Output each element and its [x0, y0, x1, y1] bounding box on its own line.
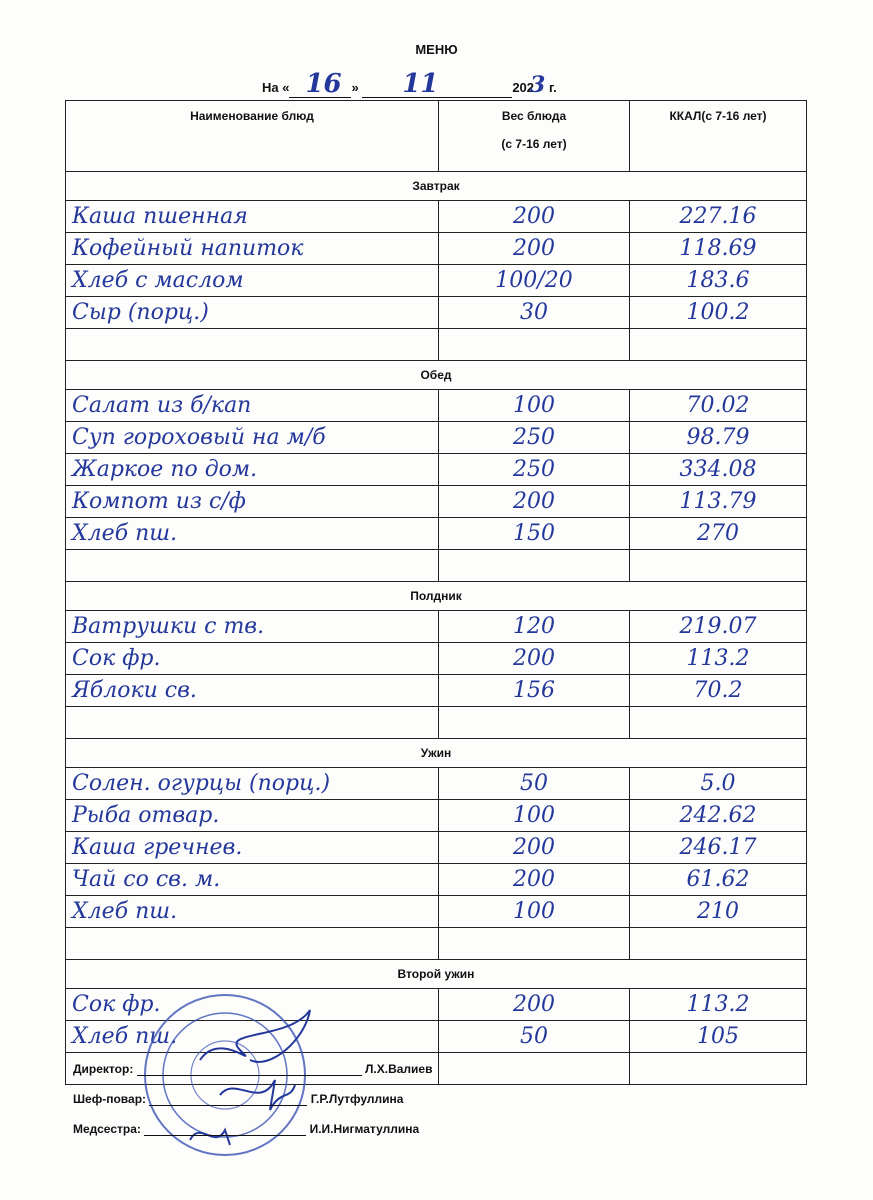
dish-weight: 200	[439, 486, 630, 518]
dish-kcal: 70.02	[630, 390, 807, 422]
dish-name: Сок фр.	[66, 643, 439, 675]
table-header-row	[66, 101, 807, 172]
dish-weight: 200	[439, 864, 630, 896]
table-row	[66, 486, 807, 518]
table-row	[66, 454, 807, 486]
year-digit: 3	[530, 72, 546, 98]
table-row	[66, 675, 807, 707]
section-row	[66, 361, 807, 390]
empty-cell	[439, 550, 630, 582]
chef-signature-row	[73, 1092, 403, 1106]
dish-name: Чай со св. м.	[66, 864, 439, 896]
empty-row	[66, 329, 807, 361]
dish-kcal: 105	[630, 1021, 807, 1053]
dish-kcal: 5.0	[630, 768, 807, 800]
table-row	[66, 265, 807, 297]
table-row	[66, 643, 807, 675]
table-row	[66, 201, 807, 233]
table-row	[66, 896, 807, 928]
menu-body	[66, 172, 807, 1085]
dish-name: Компот из с/ф	[66, 486, 439, 518]
section-title: Обед	[66, 361, 807, 390]
empty-cell	[439, 928, 630, 960]
empty-cell	[630, 1053, 807, 1085]
table-row	[66, 768, 807, 800]
table-row	[66, 832, 807, 864]
table-row	[66, 297, 807, 329]
dish-name: Хлеб пш.	[66, 518, 439, 550]
dish-weight: 200	[439, 201, 630, 233]
col-kcal-header: ККАЛ(с 7-16 лет)	[630, 101, 807, 172]
dish-weight: 150	[439, 518, 630, 550]
col-weight-header: Вес блюда (с 7-16 лет)	[439, 101, 630, 172]
empty-cell	[630, 707, 807, 739]
section-row	[66, 582, 807, 611]
director-label: Директор:	[73, 1062, 134, 1076]
dish-kcal: 334.08	[630, 454, 807, 486]
dish-name: Хлеб пш.	[66, 896, 439, 928]
year-prefix: 202	[512, 80, 535, 95]
chef-name: Г.Р.Лутфуллина	[310, 1092, 404, 1106]
empty-cell	[439, 707, 630, 739]
empty-cell	[439, 329, 630, 361]
empty-row	[66, 707, 807, 739]
dish-kcal: 113.2	[630, 643, 807, 675]
dish-name: Хлеб с маслом	[66, 265, 439, 297]
empty-cell	[66, 329, 439, 361]
dish-name: Жаркое по дом.	[66, 454, 439, 486]
year-suffix: г.	[545, 80, 557, 95]
section-row	[66, 172, 807, 201]
dish-weight: 200	[439, 832, 630, 864]
table-row	[66, 422, 807, 454]
dish-name: Салат из б/кап	[66, 390, 439, 422]
dish-kcal: 242.62	[630, 800, 807, 832]
dish-kcal: 227.16	[630, 201, 807, 233]
dish-name: Каша пшенная	[66, 201, 439, 233]
dish-kcal: 113.2	[630, 989, 807, 1021]
dish-weight: 250	[439, 422, 630, 454]
dish-kcal: 100.2	[630, 297, 807, 329]
empty-cell	[66, 928, 439, 960]
table-row	[66, 864, 807, 896]
empty-row	[66, 928, 807, 960]
menu-table	[65, 100, 807, 1085]
dish-weight: 100/20	[439, 265, 630, 297]
dish-kcal: 98.79	[630, 422, 807, 454]
empty-cell	[630, 329, 807, 361]
dish-kcal: 113.79	[630, 486, 807, 518]
dish-kcal: 70.2	[630, 675, 807, 707]
empty-cell	[66, 707, 439, 739]
section-row	[66, 739, 807, 768]
section-title: Второй ужин	[66, 960, 807, 989]
col-name-header: Наименование блюд	[66, 101, 439, 172]
table-row	[66, 800, 807, 832]
section-title: Завтрак	[66, 172, 807, 201]
dish-kcal: 118.69	[630, 233, 807, 265]
table-row	[66, 611, 807, 643]
nurse-signature-row	[73, 1122, 419, 1136]
section-title: Ужин	[66, 739, 807, 768]
dish-weight: 50	[439, 1021, 630, 1053]
chef-label: Шеф-повар:	[73, 1092, 147, 1106]
dish-name: Каша гречнев.	[66, 832, 439, 864]
dish-weight: 100	[439, 800, 630, 832]
dish-name: Солен. огурцы (порц.)	[66, 768, 439, 800]
empty-cell	[439, 1053, 630, 1085]
signature-scribbles	[180, 1000, 340, 1160]
dish-weight: 120	[439, 611, 630, 643]
date-mid: »	[351, 80, 359, 95]
dish-name: Рыба отвар.	[66, 800, 439, 832]
dish-weight: 30	[439, 297, 630, 329]
dish-kcal: 61.62	[630, 864, 807, 896]
director-name: Л.Х.Валиев	[365, 1062, 433, 1076]
dish-kcal: 246.17	[630, 832, 807, 864]
page-title: МЕНЮ	[415, 42, 458, 57]
dish-kcal: 270	[630, 518, 807, 550]
dish-weight: 250	[439, 454, 630, 486]
dish-weight: 100	[439, 390, 630, 422]
empty-cell	[66, 550, 439, 582]
dish-name: Сок фр.	[66, 989, 439, 1021]
dish-kcal: 183.6	[630, 265, 807, 297]
nurse-name: И.И.Нигматуллина	[309, 1122, 420, 1136]
dish-weight: 200	[439, 233, 630, 265]
empty-cell	[630, 550, 807, 582]
date-prefix: На «	[262, 80, 290, 95]
dish-weight: 100	[439, 896, 630, 928]
table-row	[66, 390, 807, 422]
dish-name: Ватрушки с тв.	[66, 611, 439, 643]
dish-weight: 50	[439, 768, 630, 800]
dish-name: Кофейный напиток	[66, 233, 439, 265]
dish-name: Суп гороховый на м/б	[66, 422, 439, 454]
section-row	[66, 960, 807, 989]
empty-cell	[630, 928, 807, 960]
date-line	[262, 69, 557, 99]
dish-name: Хлеб пш.	[66, 1021, 439, 1053]
nurse-label: Медсестра:	[73, 1122, 141, 1136]
empty-row	[66, 550, 807, 582]
date-day: 16	[305, 69, 342, 99]
dish-kcal: 210	[630, 896, 807, 928]
table-row	[66, 518, 807, 550]
dish-name: Сыр (порц.)	[66, 297, 439, 329]
dish-weight: 200	[439, 643, 630, 675]
date-month: 11	[402, 69, 439, 99]
director-signature-row	[73, 1062, 432, 1076]
dish-kcal: 219.07	[630, 611, 807, 643]
table-row	[66, 233, 807, 265]
dish-weight: 200	[439, 989, 630, 1021]
dish-name: Яблоки св.	[66, 675, 439, 707]
section-title: Полдник	[66, 582, 807, 611]
dish-weight: 156	[439, 675, 630, 707]
